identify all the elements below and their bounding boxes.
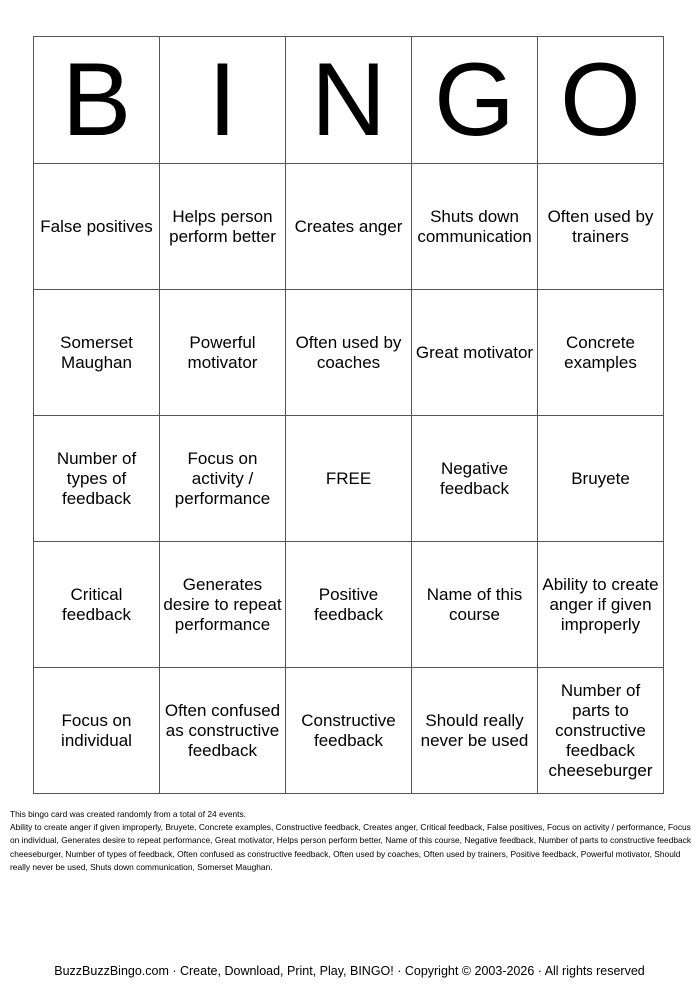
bingo-cell: Somerset Maughan <box>34 290 160 416</box>
header-letter-o: O <box>538 37 664 164</box>
bingo-row <box>34 164 664 290</box>
bingo-card <box>33 36 664 794</box>
bingo-row <box>34 542 664 668</box>
header-letter-i: I <box>160 37 286 164</box>
bingo-cell: Powerful motivator <box>160 290 286 416</box>
bingo-cell: Critical feedback <box>34 542 160 668</box>
bingo-cell: Great motivator <box>412 290 538 416</box>
event-count-text: This bingo card was created randomly from a total of 24 events. <box>10 809 247 819</box>
header-letter-n: N <box>286 37 412 164</box>
bingo-cell: Positive feedback <box>286 542 412 668</box>
bingo-row <box>34 290 664 416</box>
bingo-cell: Name of this course <box>412 542 538 668</box>
bingo-cell: Often confused as constructive feedback <box>160 668 286 794</box>
header-letter-g: G <box>412 37 538 164</box>
bingo-free-space: FREE <box>286 416 412 542</box>
event-list-note <box>10 808 694 874</box>
bingo-cell: Bruyete <box>538 416 664 542</box>
bingo-cell: Focus on activity / performance <box>160 416 286 542</box>
bingo-cell: Creates anger <box>286 164 412 290</box>
bingo-cell: Ability to create anger if given improperly <box>538 542 664 668</box>
bingo-row <box>34 416 664 542</box>
bingo-cell: Concrete examples <box>538 290 664 416</box>
bingo-cell: Often used by trainers <box>538 164 664 290</box>
bingo-cell: Shuts down communication <box>412 164 538 290</box>
bingo-cell: Generates desire to repeat performance <box>160 542 286 668</box>
bingo-cell: Focus on individual <box>34 668 160 794</box>
bingo-row <box>34 668 664 794</box>
bingo-cell: Helps person perform better <box>160 164 286 290</box>
bingo-cell: Often used by coaches <box>286 290 412 416</box>
bingo-cell: False positives <box>34 164 160 290</box>
bingo-cell: Number of parts to constructive feedback cheeseburger <box>538 668 664 794</box>
header-letter-b: B <box>34 37 160 164</box>
copyright-footer: BuzzBuzzBingo.com · Create, Download, Print, Play, BINGO! · Copyright © 2003-2026 · All rights reserved <box>54 964 645 978</box>
bingo-cell: Negative feedback <box>412 416 538 542</box>
bingo-header-row <box>34 37 664 164</box>
bingo-cell: Constructive feedback <box>286 668 412 794</box>
bingo-cell: Should really never be used <box>412 668 538 794</box>
event-list-text: Ability to create anger if given improperly, Bruyete, Concrete examples, Constructive feedback, Creates anger, Critical feedback, False positives, Focus on activity / performance, Focus on individual, Generates desire to repeat performance, Great motivator, Helps person perform better, Name of this course, Negative feedback, Number of parts to constructive feedback cheeseburger, Number of types of feedback, Often confused as constructive feedback, Often used by coaches, Often used by trainers, Positive feedback, Powerful motivator, Should really never be used, Shuts down communication, Somerset Maughan. <box>10 822 692 872</box>
bingo-cell: Number of types of feedback <box>34 416 160 542</box>
